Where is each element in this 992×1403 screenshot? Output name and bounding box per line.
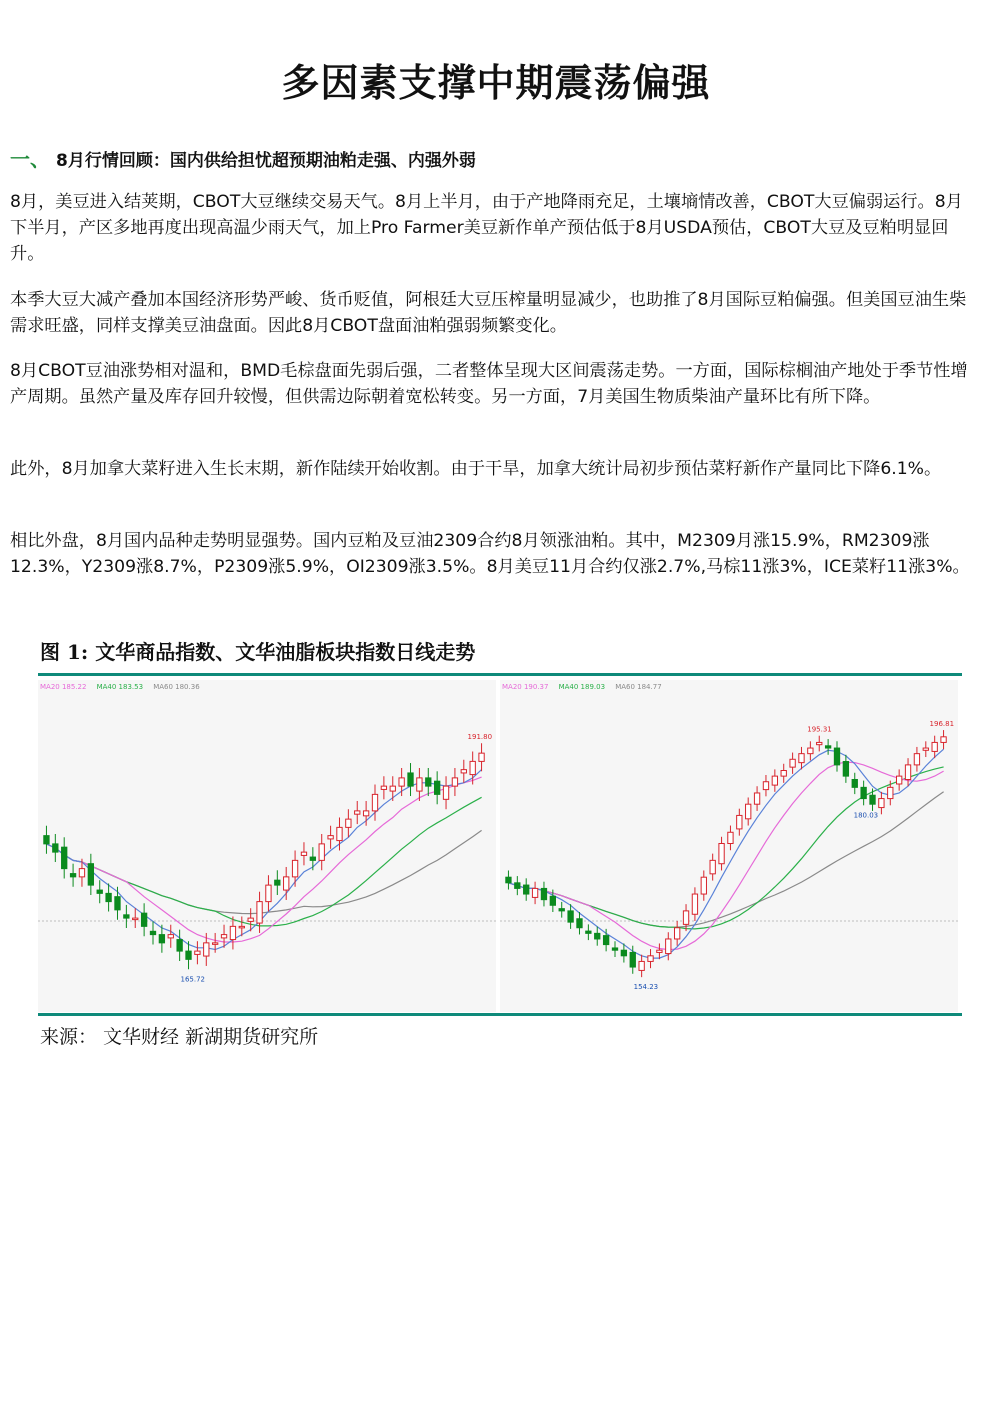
paragraph-3: 8月CBOT豆油涨势相对温和，BMD毛棕盘面先弱后强，二者整体呈现大区间震荡走势。一方面，国际棕榈油产地处于季节性增产周期。虽然产量及库存回升较慢，但供需边际朝着宽松转变。另一方面，7月美国生物质柴油产量环比有所下降。 bbox=[10, 361, 968, 407]
candle bbox=[817, 736, 822, 752]
candle-body bbox=[648, 956, 653, 962]
candle bbox=[346, 809, 351, 837]
figure-source: 来源： 文华财经 新湖期货研究所 bbox=[40, 1026, 319, 1048]
candle bbox=[905, 758, 910, 786]
candle-body bbox=[186, 951, 191, 959]
candle bbox=[701, 870, 706, 900]
candle-body bbox=[212, 943, 217, 945]
candle bbox=[674, 921, 679, 946]
candle bbox=[941, 730, 946, 749]
candle bbox=[559, 902, 564, 918]
candle-body bbox=[239, 926, 244, 928]
paragraph-5: 相比外盘，8月国内品种走势明显强势。国内豆粕及豆油2309合约8月领涨油粕。其中，M2309月涨15.9%，RM2309涨12.3%，Y2309涨8.7%，P2309涨5.9%，OI2309涨3.5%。8月美豆11月合约仅涨2.7%,马棕11涨3%，ICE菜籽11涨3%。 bbox=[10, 531, 970, 577]
paragraph-4: 此外，8月加拿大菜籽进入生长末期，新作陆续开始收割。由于干旱，加拿大统计局初步预估菜籽新作产量同比下降6.1%。 bbox=[10, 459, 942, 479]
candle-body bbox=[772, 776, 777, 785]
candle-body bbox=[88, 864, 93, 885]
candle-body bbox=[159, 935, 164, 943]
candle-body bbox=[230, 926, 235, 939]
high-price-label: 191.80 bbox=[467, 733, 493, 742]
candle-body bbox=[719, 844, 724, 864]
candle-body bbox=[106, 893, 111, 901]
candle-body bbox=[97, 890, 102, 893]
legend-entry: MA40 183.53 bbox=[96, 683, 144, 691]
candle bbox=[443, 776, 448, 809]
candle-body bbox=[888, 787, 893, 798]
ma5-line bbox=[508, 749, 943, 958]
candle bbox=[648, 949, 653, 968]
candle bbox=[124, 905, 129, 928]
candle bbox=[452, 768, 457, 796]
candle bbox=[754, 786, 759, 811]
paragraph-2: 本季大豆大减产叠加本国经济形势严峻、货币贬值，阿根廷大豆压榨量明显减少，也助推了8月国际豆粕偏强。但美国豆油生柴需求旺盛，同样支撑美豆油盘面。因此8月CBOT盘面油粕强弱频繁变化。 bbox=[10, 290, 967, 336]
candle bbox=[212, 933, 217, 953]
candle-body bbox=[825, 746, 830, 748]
candle bbox=[434, 771, 439, 804]
candle-body bbox=[70, 874, 75, 877]
candle bbox=[62, 837, 67, 878]
candle-body bbox=[905, 765, 910, 780]
candle-body bbox=[746, 804, 751, 819]
low-price-label: 154.23 bbox=[633, 983, 659, 992]
candle-body bbox=[44, 836, 49, 844]
candle-body bbox=[621, 950, 626, 956]
candle-body bbox=[257, 902, 262, 923]
candle bbox=[524, 878, 529, 900]
candle-body bbox=[657, 950, 662, 952]
candle-body bbox=[808, 748, 813, 754]
candle-body bbox=[53, 844, 58, 852]
candle bbox=[106, 883, 111, 911]
ma40-line bbox=[46, 797, 481, 926]
candle-body bbox=[479, 753, 484, 761]
candle-body bbox=[381, 786, 386, 789]
candle bbox=[763, 775, 768, 796]
candle-body bbox=[692, 894, 697, 914]
candle-body bbox=[515, 883, 520, 889]
candle-body bbox=[301, 852, 306, 855]
candle-body bbox=[603, 936, 608, 945]
candle-body bbox=[710, 860, 715, 873]
candle-body bbox=[817, 742, 822, 744]
candle-body bbox=[612, 948, 617, 950]
candle-body bbox=[781, 771, 786, 777]
candle-body bbox=[577, 919, 582, 928]
candle-body bbox=[639, 961, 644, 970]
candle bbox=[799, 747, 804, 769]
candle bbox=[888, 781, 893, 806]
candle bbox=[808, 741, 813, 760]
candle-body bbox=[292, 860, 297, 876]
candle-body bbox=[524, 885, 529, 894]
candle bbox=[355, 801, 360, 824]
candle-body bbox=[150, 931, 155, 934]
candle-body bbox=[133, 918, 138, 920]
ma5-line bbox=[46, 770, 481, 950]
candle bbox=[896, 769, 901, 790]
candle bbox=[710, 854, 715, 881]
candle bbox=[843, 755, 848, 783]
candle bbox=[595, 927, 600, 946]
candle-body bbox=[586, 931, 591, 933]
candle-body bbox=[337, 827, 342, 840]
candle bbox=[266, 875, 271, 911]
candle-body bbox=[550, 896, 555, 905]
candle bbox=[88, 854, 93, 895]
candle-body bbox=[177, 940, 182, 952]
paragraph-1: 8月，美豆进入结荚期，CBOT大豆继续交易天气。8月上半月，由于产地降雨充足，土壤墒情改善，CBOT大豆偏弱运行。8月下半月，产区多地再度出现高温少雨天气，加上Pro Farmer美豆新作单产预估低于8月USDA预估，CBOT大豆及豆粕明显回升。 bbox=[10, 192, 963, 264]
candle bbox=[292, 850, 297, 886]
candle bbox=[195, 941, 200, 964]
candle bbox=[914, 747, 919, 772]
candle bbox=[44, 826, 49, 854]
candle-body bbox=[852, 779, 857, 787]
candle bbox=[515, 876, 520, 895]
candle-body bbox=[559, 909, 564, 911]
candle bbox=[852, 773, 857, 794]
candle bbox=[541, 882, 546, 907]
candle bbox=[141, 903, 146, 936]
candle bbox=[133, 908, 138, 928]
candle bbox=[834, 741, 839, 771]
candle-body bbox=[443, 786, 448, 799]
candle bbox=[115, 887, 120, 920]
candle-body bbox=[115, 897, 120, 910]
candle-body bbox=[941, 737, 946, 743]
candle bbox=[923, 741, 928, 757]
candle bbox=[177, 930, 182, 961]
candle bbox=[301, 842, 306, 865]
candle-body bbox=[390, 786, 395, 791]
candle bbox=[150, 921, 155, 944]
candle-body bbox=[630, 952, 635, 967]
candle bbox=[825, 739, 830, 755]
candle bbox=[479, 743, 484, 771]
candle bbox=[426, 768, 431, 796]
candle-body bbox=[204, 943, 209, 956]
candle bbox=[408, 763, 413, 796]
candle-body bbox=[417, 778, 422, 791]
candle bbox=[879, 792, 884, 814]
candle bbox=[390, 776, 395, 801]
candle bbox=[692, 887, 697, 921]
chart-panel-left bbox=[38, 680, 496, 1012]
chart-panel-right bbox=[500, 680, 958, 1012]
figure-bottom-rule bbox=[38, 1013, 962, 1016]
candle-body bbox=[701, 877, 706, 894]
candle-body bbox=[728, 832, 733, 843]
candle bbox=[772, 769, 777, 791]
candle-body bbox=[843, 762, 848, 777]
candle-body bbox=[932, 742, 937, 751]
candle-body bbox=[799, 754, 804, 763]
mid-price-label: 180.03 bbox=[853, 811, 879, 820]
candle bbox=[372, 784, 377, 820]
candle bbox=[506, 870, 511, 889]
candle-body bbox=[355, 811, 360, 814]
candlestick-chart-right bbox=[500, 680, 958, 1012]
candle bbox=[53, 834, 58, 862]
candle-body bbox=[861, 787, 866, 798]
candle-body bbox=[141, 913, 146, 926]
section-heading-text: 8月行情回顾：国内供给担忧超预期油粕走强、内强外弱 bbox=[56, 151, 476, 171]
candle bbox=[746, 797, 751, 825]
candle-body bbox=[79, 869, 84, 877]
candle bbox=[319, 834, 324, 870]
candle-body bbox=[452, 778, 457, 786]
candle bbox=[728, 826, 733, 851]
legend-entry: MA20 185.22 bbox=[40, 683, 87, 691]
candle-body bbox=[221, 935, 226, 938]
candle-body bbox=[124, 915, 129, 918]
legend-entry: MA60 180.36 bbox=[153, 683, 200, 691]
candle bbox=[532, 882, 537, 904]
candle-body bbox=[923, 748, 928, 750]
legend-entry: MA40 189.03 bbox=[558, 683, 606, 691]
candle bbox=[861, 781, 866, 806]
candle-body bbox=[506, 877, 511, 883]
candle bbox=[381, 776, 386, 799]
candle bbox=[461, 760, 466, 783]
candle-body bbox=[363, 811, 368, 816]
candle-body bbox=[683, 911, 688, 924]
candle bbox=[70, 864, 75, 887]
candle bbox=[257, 892, 262, 933]
candle-body bbox=[541, 888, 546, 899]
candle-body bbox=[372, 794, 377, 810]
high-price-label-2: 195.31 bbox=[807, 725, 832, 734]
candle bbox=[737, 809, 742, 836]
candle-body bbox=[896, 776, 901, 784]
candle-body bbox=[595, 933, 600, 939]
candle bbox=[168, 925, 173, 948]
candle-body bbox=[790, 759, 795, 767]
candle-body bbox=[310, 857, 315, 860]
candle-body bbox=[870, 795, 875, 804]
section-number: 一、 bbox=[10, 147, 50, 171]
candle bbox=[870, 788, 875, 810]
candle-body bbox=[266, 885, 271, 901]
candle bbox=[719, 837, 724, 871]
candle-body bbox=[763, 782, 768, 790]
candle-body bbox=[328, 836, 333, 839]
candle-body bbox=[532, 888, 537, 897]
candle-body bbox=[914, 754, 919, 765]
candle-body bbox=[319, 844, 324, 860]
page-title: 多因素支撑中期震荡偏强 bbox=[281, 61, 711, 105]
candle bbox=[577, 912, 582, 934]
candle-body bbox=[674, 928, 679, 939]
candle-body bbox=[434, 781, 439, 794]
candle-body bbox=[168, 935, 173, 938]
candle bbox=[310, 847, 315, 870]
candle bbox=[568, 904, 573, 929]
candle bbox=[612, 941, 617, 957]
candle-body bbox=[834, 748, 839, 765]
candle bbox=[97, 880, 102, 903]
candle-body bbox=[346, 819, 351, 827]
candle-body bbox=[666, 939, 671, 954]
candle-body bbox=[568, 911, 573, 922]
high-price-label: 196.81 bbox=[929, 720, 955, 729]
candle bbox=[328, 826, 333, 849]
candle-body bbox=[248, 918, 253, 921]
candle bbox=[639, 955, 644, 977]
candle-body bbox=[737, 815, 742, 828]
legend-entry: MA20 190.37 bbox=[502, 683, 549, 691]
candle-body bbox=[754, 793, 759, 804]
candle-body bbox=[399, 778, 404, 786]
candle-body bbox=[408, 773, 413, 786]
section-heading bbox=[10, 143, 476, 172]
ma60-line bbox=[508, 792, 943, 928]
candle-body bbox=[470, 761, 475, 774]
candle bbox=[781, 764, 786, 783]
candle-body bbox=[461, 770, 466, 773]
legend-entry: MA60 184.77 bbox=[615, 683, 662, 691]
candle-body bbox=[275, 880, 280, 885]
candle-body bbox=[284, 877, 289, 890]
candle bbox=[790, 753, 795, 774]
low-price-label: 165.72 bbox=[180, 975, 206, 984]
candle-body bbox=[195, 951, 200, 954]
candle bbox=[417, 768, 422, 801]
candle-body bbox=[879, 799, 884, 808]
figure-top-rule bbox=[38, 673, 962, 676]
candlestick-chart-left bbox=[38, 680, 496, 1012]
candle-body bbox=[62, 847, 67, 868]
candle bbox=[275, 870, 280, 895]
candle bbox=[666, 932, 671, 960]
figure-caption: 图 1: 文华商品指数、文华油脂板块指数日线走势 bbox=[40, 640, 476, 664]
candle bbox=[586, 924, 591, 940]
candle-body bbox=[426, 778, 431, 786]
